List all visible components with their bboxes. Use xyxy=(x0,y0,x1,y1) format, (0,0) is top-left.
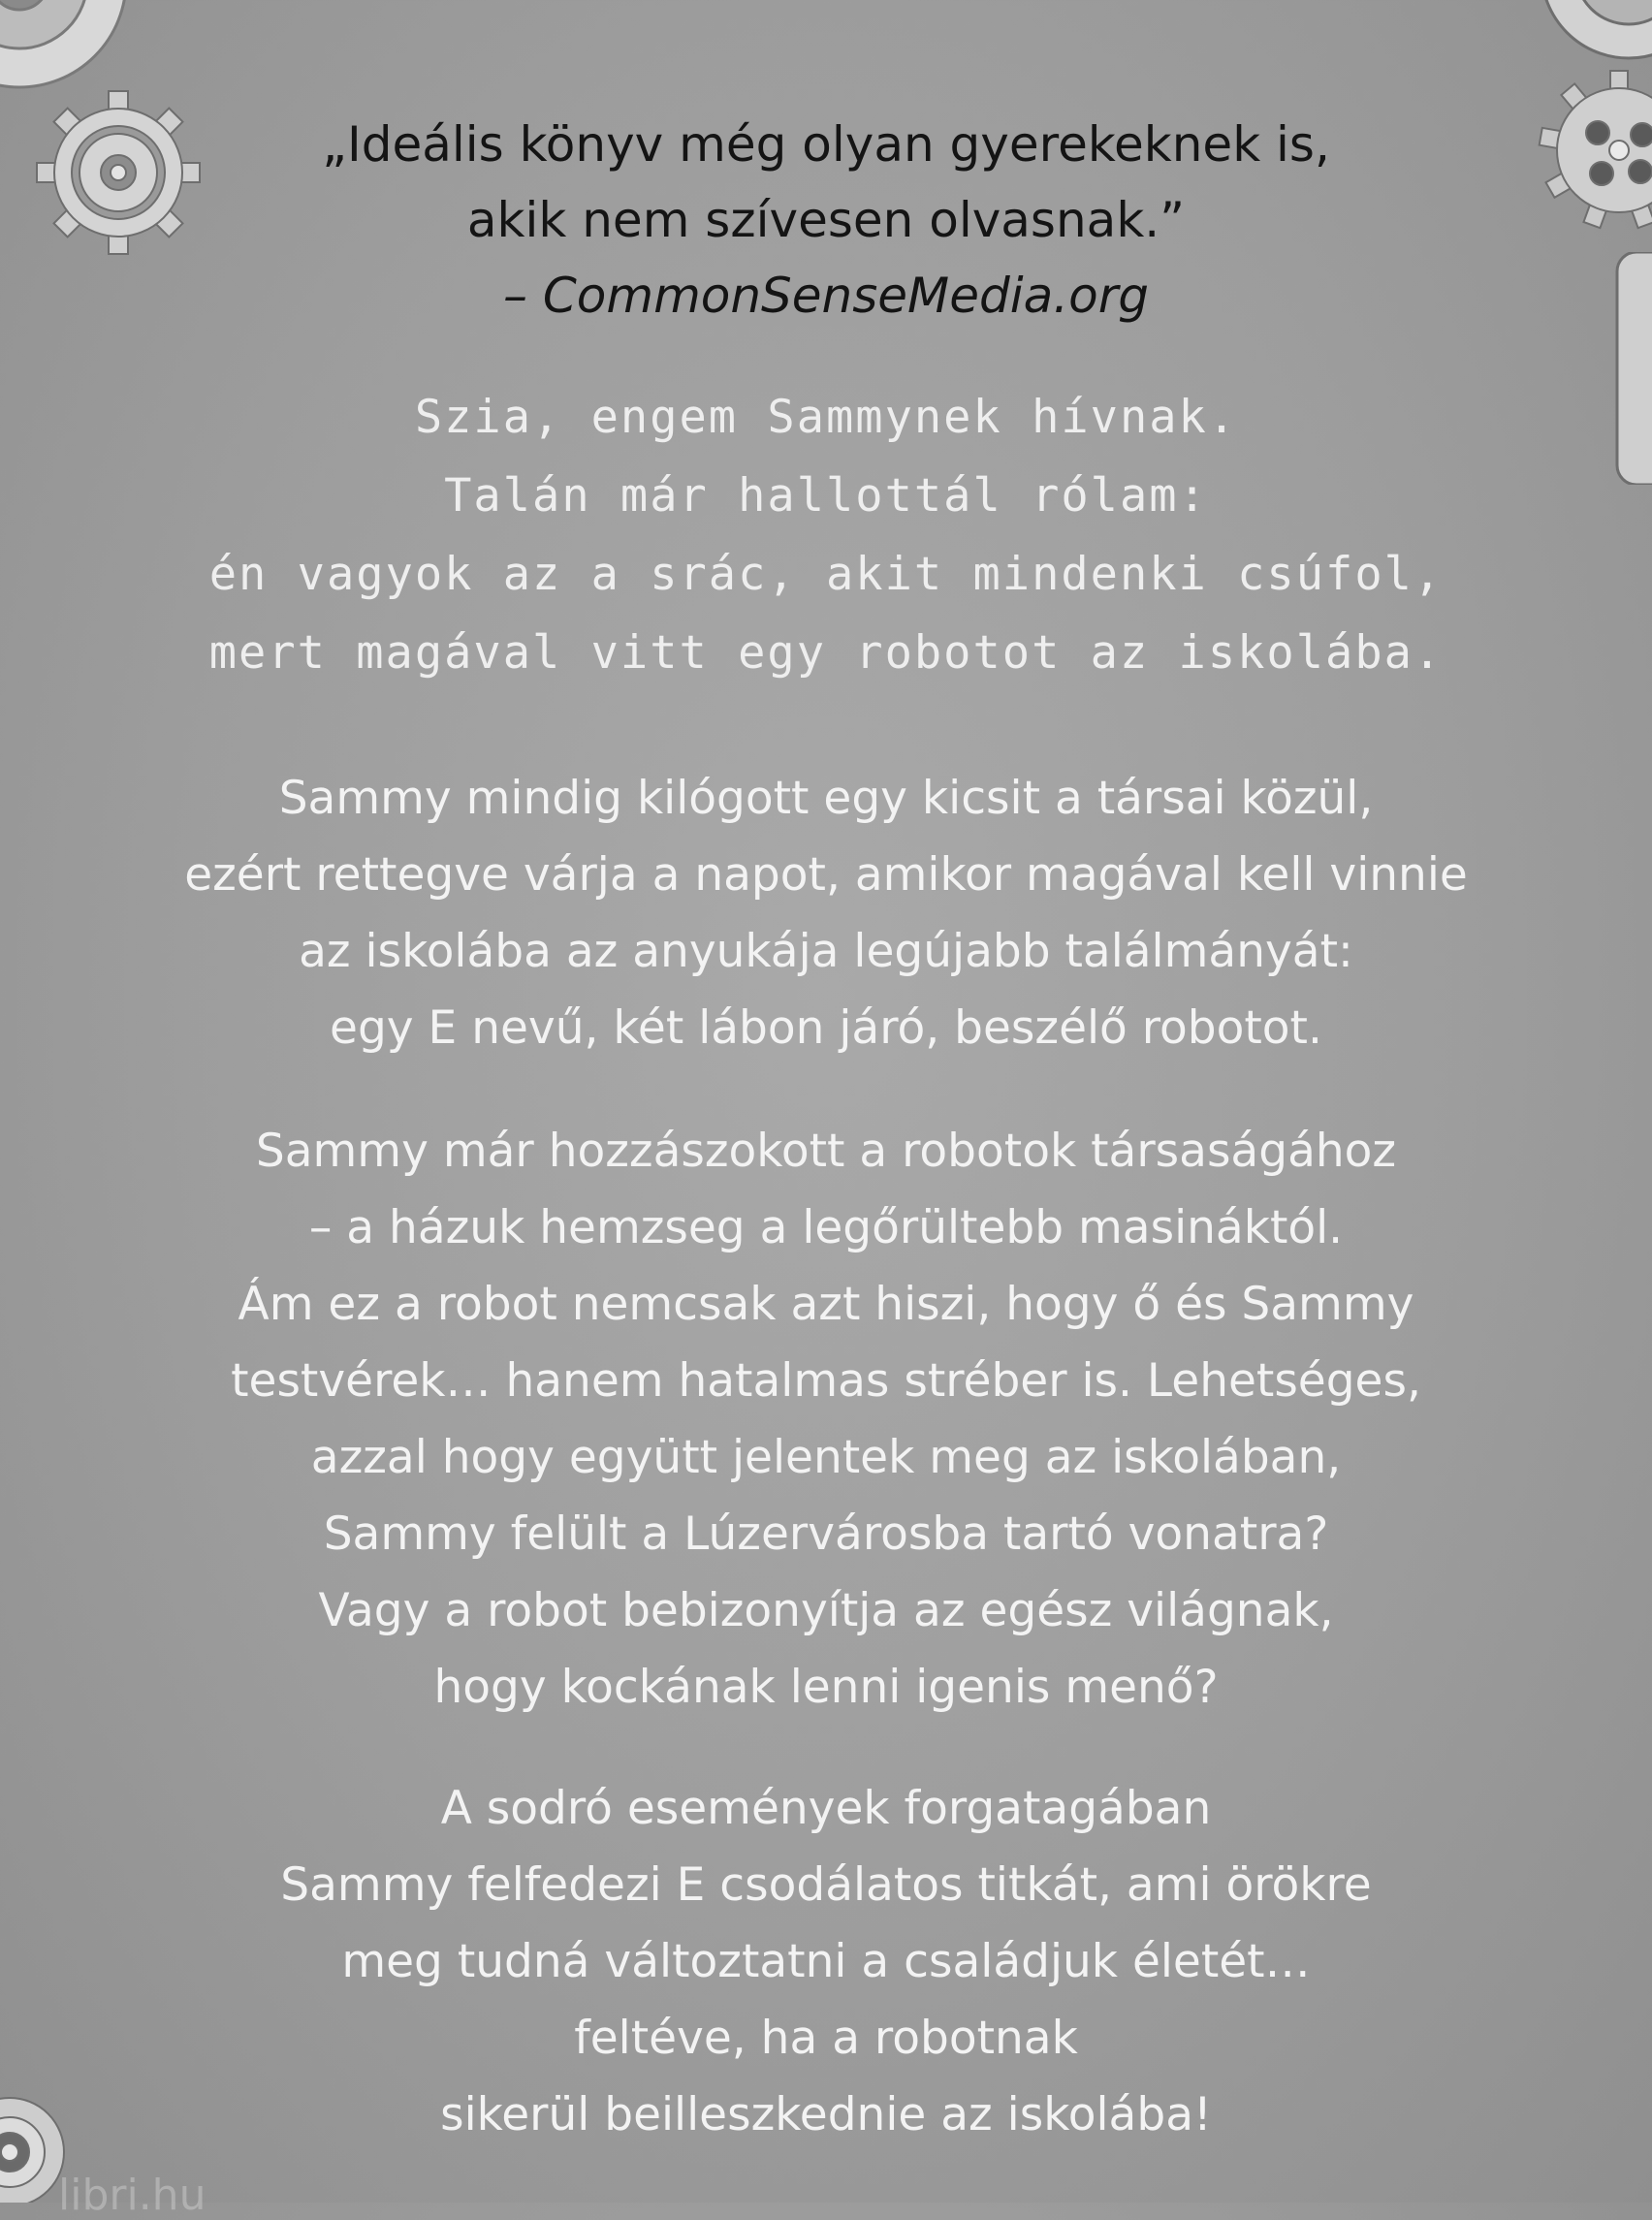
paragraph-line: Sammy már hozzászokott a robotok társaságához xyxy=(255,1125,1397,1178)
paragraph-line: ezért rettegve várja a napot, amikor magával kell vinnie xyxy=(184,848,1468,902)
paragraph-line: egy E nevű, két lábon járó, beszélő robotot. xyxy=(330,1001,1322,1055)
paragraph-line: Vagy a robot bebizonyítja az egész világnak, xyxy=(318,1584,1334,1637)
paragraph-line: hogy kockának lenni igenis menő? xyxy=(433,1661,1219,1714)
paragraph-line: Ám ez a robot nemcsak azt hiszi, hogy ő és Sammy xyxy=(238,1278,1414,1331)
paragraph-line: meg tudná változtatni a családjuk életét… xyxy=(341,1935,1311,1988)
paragraph-line: feltéve, ha a robotnak xyxy=(574,2012,1078,2065)
intro-line: mert magával vitt egy robotot az iskolába. xyxy=(208,626,1444,680)
paragraph-line: sikerül beilleszkednie az iskolába! xyxy=(440,2088,1212,2141)
quote-line: „Ideális könyv még olyan gyerekeknek is, xyxy=(322,116,1330,173)
paragraph-line: testvérek… hanem hatalmas stréber is. Lehetséges, xyxy=(231,1354,1421,1408)
blurb-paragraph-1 xyxy=(0,760,1652,1066)
intro-line: én vagyok az a srác, akit mindenki csúfol, xyxy=(208,548,1444,601)
paragraph-line: az iskolába az anyukája legújabb találmányát: xyxy=(299,925,1353,978)
paragraph-line: A sodró események forgatagában xyxy=(440,1782,1212,1835)
intro-line: Talán már hallottál rólam: xyxy=(444,469,1208,523)
review-quote xyxy=(0,107,1652,333)
paragraph-line: Sammy mindig kilógott egy kicsit a társai közül, xyxy=(278,772,1374,825)
paragraph-line: – a házuk hemzseg a legőrültebb masináktól. xyxy=(308,1201,1344,1254)
paragraph-line: Sammy felfedezi E csodálatos titkát, ami örökre xyxy=(280,1858,1372,1912)
blurb-paragraph-2 xyxy=(0,1113,1652,1726)
paragraph-line: azzal hogy együtt jelentek meg az iskolában, xyxy=(310,1431,1342,1484)
paragraph-line: Sammy felült a Lúzervárosba tartó vonatra? xyxy=(323,1507,1329,1561)
intro-text xyxy=(0,378,1652,692)
intro-line: Szia, engem Sammynek hívnak. xyxy=(414,391,1238,444)
watermark: libri.hu xyxy=(58,2171,206,2220)
quote-line: akik nem szívesen olvasnak.” xyxy=(466,192,1186,248)
quote-source: – CommonSenseMedia.org xyxy=(502,268,1150,324)
blurb-paragraph-3 xyxy=(0,1770,1652,2153)
